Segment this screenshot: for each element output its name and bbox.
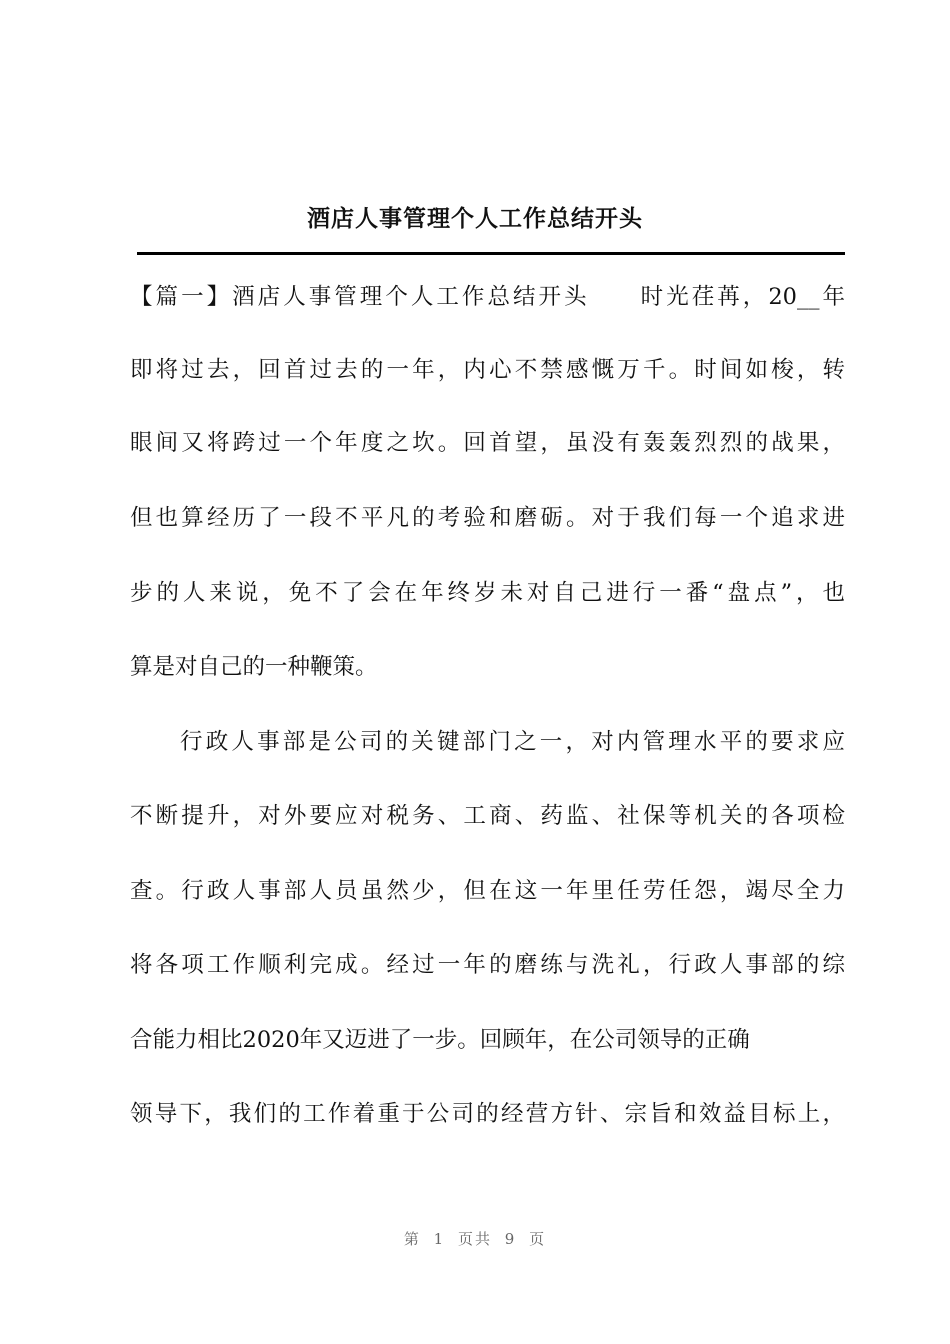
text-line: 不断提升，对外要应对税务、工商、药监、社保等机关的各项检 [130, 803, 845, 829]
text-line: 查。行政人事部人员虽然少，但在这一年里任劳任怨，竭尽全力 [130, 878, 845, 904]
text-line: 【篇一】酒店人事管理个人工作总结开头 时光荏苒，20__年 [130, 284, 845, 310]
page-number-footer: 第 1 页共 9 页 [403, 1230, 547, 1248]
text-line: 行政人事部是公司的关键部门之一，对内管理水平的要求应 [180, 729, 845, 755]
text-line: 但也算经历了一段不平凡的考验和磨砺。对于我们每一个追求进 [130, 505, 845, 531]
text-line: 将各项工作顺利完成。经过一年的磨练与洗礼，行政人事部的综 [130, 952, 845, 978]
text-line: 算是对自己的一种鞭策。 [130, 654, 378, 680]
text-line: 眼间又将跨过一个年度之坎。回首望，虽没有轰轰烈烈的战果， [130, 430, 845, 456]
text-line: 领导下，我们的工作着重于公司的经营方针、宗旨和效益目标上， [130, 1101, 845, 1127]
text-line: 合能力相比2020年又迈进了一步。回顾年，在公司领导的正确 [130, 1027, 750, 1053]
title-underline [137, 252, 845, 255]
document-title: 酒店人事管理个人工作总结开头 [307, 205, 643, 232]
text-line: 即将过去，回首过去的一年，内心不禁感慨万千。时间如梭，转 [130, 357, 845, 383]
text-line: 步的人来说，免不了会在年终岁未对自己进行一番“盘点”，也 [130, 580, 845, 606]
